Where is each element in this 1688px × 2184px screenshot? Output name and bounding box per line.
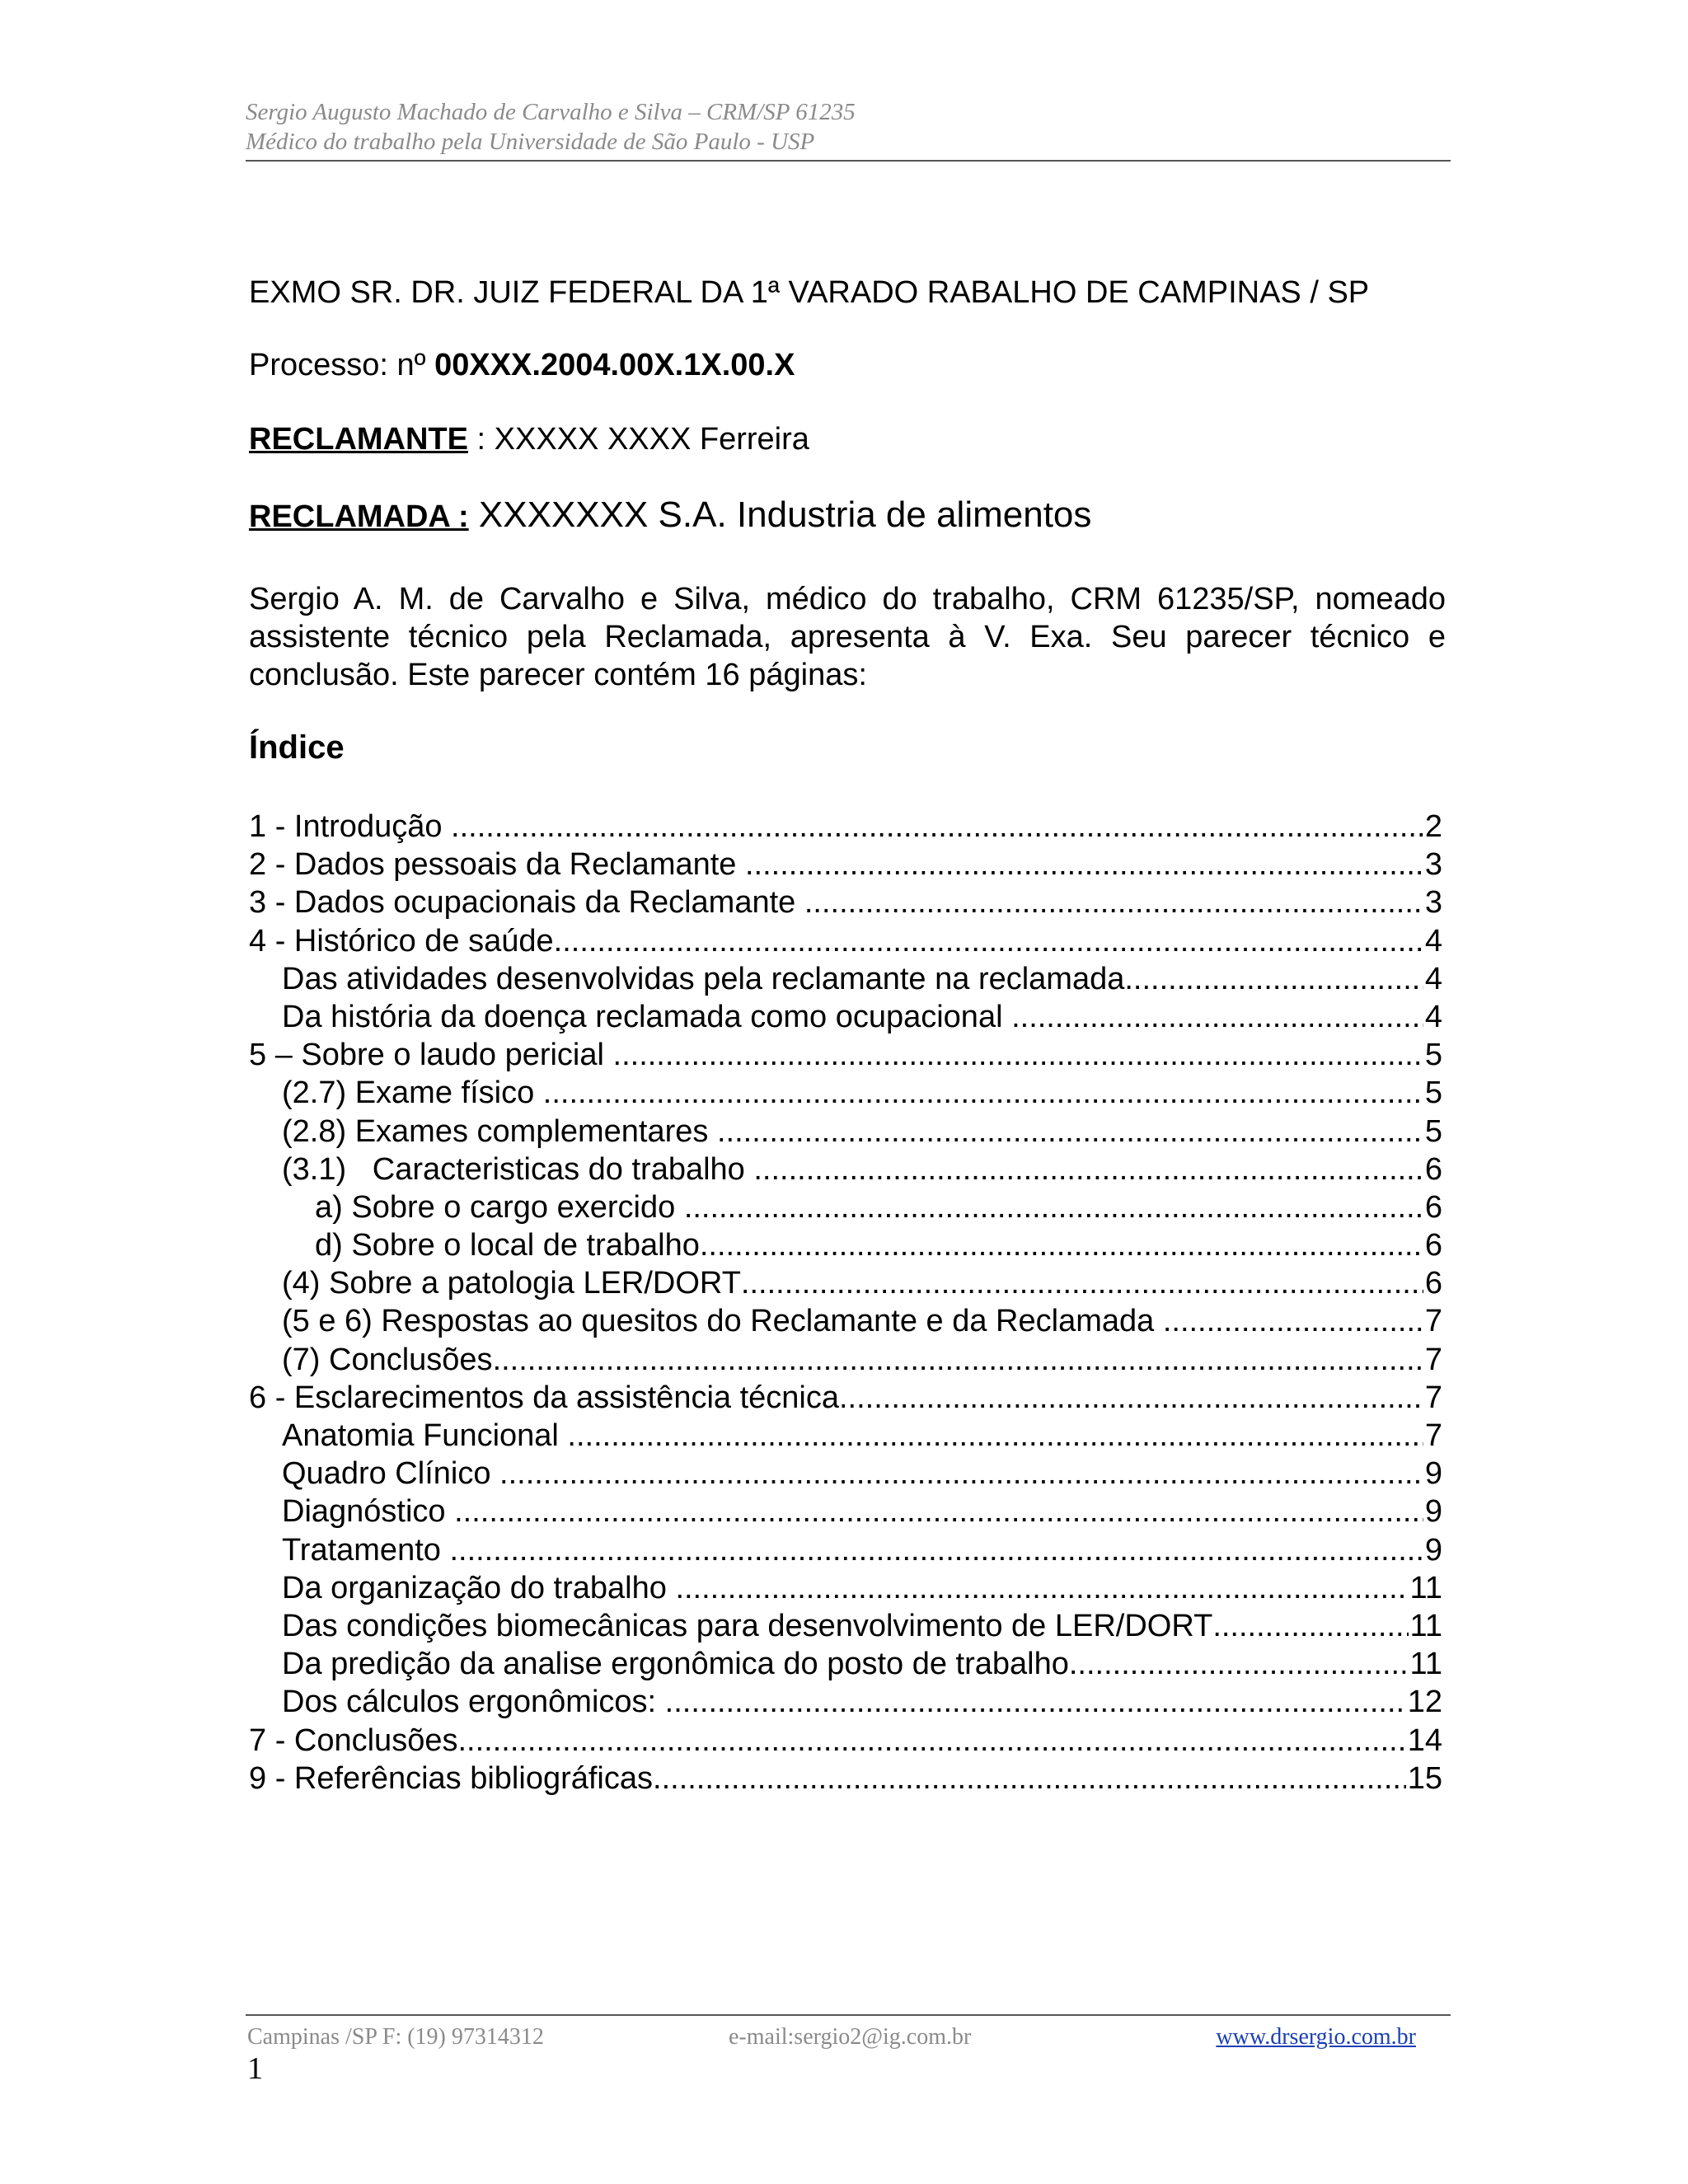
processo-line — [249, 346, 1446, 384]
toc-entry[interactable] — [249, 883, 1442, 921]
toc-entry-page: 7 — [1424, 1380, 1442, 1415]
toc-entry-page: 6 — [1424, 1266, 1442, 1301]
toc-entry[interactable] — [249, 1188, 1442, 1226]
toc-entry[interactable] — [249, 1341, 1442, 1379]
toc-entry[interactable] — [249, 1151, 1442, 1188]
toc-entry-title: (4) Sobre a patologia LER/DORT — [282, 1266, 741, 1301]
toc-dot-leader — [717, 1113, 1423, 1151]
toc-entry-title: 7 - Conclusões — [249, 1722, 458, 1758]
toc-dot-leader — [745, 846, 1423, 883]
toc-entry[interactable] — [249, 1722, 1442, 1760]
toc-entry[interactable] — [249, 998, 1442, 1036]
toc-dot-leader — [653, 1760, 1406, 1797]
toc-dot-leader — [684, 1188, 1423, 1226]
reclamada-label: RECLAMADA : — [249, 499, 469, 534]
toc-entry-page: 6 — [1424, 1228, 1442, 1263]
toc-dot-leader — [554, 922, 1423, 960]
toc-entry[interactable] — [249, 1417, 1442, 1455]
toc-entry-title: Diagnóstico — [282, 1494, 455, 1530]
toc-dot-leader — [1212, 1607, 1408, 1645]
reclamante-label: RECLAMANTE — [249, 422, 468, 457]
toc-entry-page: 5 — [1424, 1076, 1442, 1111]
addressee: EXMO SR. DR. JUIZ FEDERAL DA 1ª VARADO RABALHO DE CAMPINAS / SP — [249, 275, 1370, 310]
reclamante-separator: : — [467, 422, 495, 457]
footer-location-phone: Campinas /SP F: (19) 97314312 — [247, 2024, 544, 2050]
header-credential-line: Médico do trabalho pela Universidade de São Paulo - USP — [246, 129, 815, 155]
toc-entry[interactable] — [249, 922, 1442, 960]
toc-entry[interactable] — [249, 1607, 1442, 1645]
toc-dot-leader — [567, 1417, 1423, 1455]
header-author-line: Sergio Augusto Machado de Carvalho e Silva – CRM/SP 61235 — [246, 99, 856, 125]
toc-dot-leader — [449, 1531, 1423, 1569]
toc-dot-leader — [1011, 998, 1423, 1036]
toc-entry-title: a) Sobre o cargo exercido — [315, 1189, 684, 1225]
toc-entry[interactable] — [249, 1683, 1442, 1721]
toc-entry-page: 14 — [1407, 1722, 1442, 1758]
reclamada-line — [249, 496, 1446, 536]
toc-entry[interactable] — [249, 1113, 1442, 1151]
toc-entry-title: Quadro Clínico — [282, 1456, 500, 1492]
toc-entry[interactable] — [249, 1760, 1442, 1797]
toc-entry-page: 9 — [1424, 1532, 1442, 1568]
page-number: 1 — [247, 2051, 263, 2086]
toc-entry-page: 5 — [1424, 1113, 1442, 1149]
toc-entry-page: 4 — [1424, 923, 1442, 958]
toc-dot-leader — [741, 1264, 1423, 1302]
toc-entry-title: Das atividades desenvolvidas pela reclamante na reclamada — [282, 961, 1125, 996]
toc-entry-title: 1 - Introdução — [249, 809, 452, 844]
toc-entry[interactable] — [249, 1493, 1442, 1530]
toc-dot-leader — [543, 1074, 1423, 1112]
toc-entry-page: 6 — [1424, 1189, 1442, 1225]
toc-entry-title: 3 - Dados ocupacionais da Reclamante — [249, 885, 804, 921]
toc-entry[interactable] — [249, 1264, 1442, 1302]
processo-number: 00XXX.2004.00X.1X.00.X — [434, 348, 795, 382]
toc-entry-title: 5 – Sobre o laudo pericial — [249, 1038, 613, 1073]
toc-entry-title: Da predição da analise ergonômica do posto de trabalho — [282, 1647, 1069, 1682]
toc-dot-leader — [839, 1379, 1423, 1417]
toc-dot-leader — [675, 1569, 1408, 1607]
toc-dot-leader — [700, 1226, 1423, 1264]
toc-entry-title: (2.7) Exame físico — [282, 1076, 543, 1111]
toc-entry[interactable] — [249, 846, 1442, 883]
toc-dot-leader — [451, 808, 1423, 846]
toc-dot-leader — [804, 883, 1423, 921]
toc-dot-leader — [665, 1683, 1406, 1721]
toc-entry[interactable] — [249, 808, 1442, 846]
toc-entry-title: Da história da doença reclamada como ocupacional — [282, 999, 1012, 1034]
toc-entry-page: 2 — [1424, 809, 1442, 844]
toc-entry-page: 7 — [1424, 1418, 1442, 1453]
toc-entry[interactable] — [249, 960, 1442, 998]
toc-entry-title: Das condições biomecânicas para desenvolvimento de LER/DORT — [282, 1608, 1213, 1643]
toc-dot-leader — [499, 1455, 1423, 1493]
toc-entry-page: 12 — [1407, 1685, 1442, 1720]
toc-entry[interactable] — [249, 1036, 1442, 1074]
toc-entry[interactable] — [249, 1569, 1442, 1607]
toc-entry[interactable] — [249, 1455, 1442, 1493]
toc-entry-page: 15 — [1407, 1760, 1442, 1796]
toc-dot-leader — [1069, 1645, 1409, 1683]
toc-entry-title: (5 e 6) Respostas ao quesitos do Reclamante e da Reclamada — [282, 1304, 1163, 1339]
toc-entry-page: 11 — [1409, 1608, 1442, 1643]
toc-entry[interactable] — [249, 1074, 1442, 1112]
toc-entry-page: 11 — [1409, 1570, 1442, 1605]
footer-email: e-mail:sergio2@ig.com.br — [729, 2024, 972, 2050]
toc-dot-leader — [1124, 960, 1423, 998]
toc-entry-page: 9 — [1424, 1494, 1442, 1530]
toc-entry[interactable] — [249, 1531, 1442, 1569]
table-of-contents — [249, 808, 1442, 1797]
toc-dot-leader — [613, 1036, 1423, 1074]
toc-dot-leader — [1163, 1302, 1423, 1340]
intro-paragraph: Sergio A. M. de Carvalho e Silva, médico do trabalho, CRM 61235/SP, nomeado assistente técnico pela Reclamada, apresenta à V. Exa. Seu parecer técnico e conclusão. Este parecer contém 16 páginas: — [249, 582, 1446, 692]
toc-entry-title: 2 - Dados pessoais da Reclamante — [249, 847, 745, 883]
toc-dot-leader — [454, 1493, 1423, 1530]
toc-entry-title: 4 - Histórico de saúde — [249, 923, 554, 958]
toc-entry[interactable] — [249, 1379, 1442, 1417]
toc-entry-title: (7) Conclusões — [282, 1342, 493, 1377]
toc-entry[interactable] — [249, 1645, 1442, 1683]
processo-label: Processo: nº — [249, 348, 435, 382]
toc-entry-page: 4 — [1424, 961, 1442, 996]
footer-website-link[interactable]: www.drsergio.com.br — [1216, 2024, 1416, 2050]
toc-entry-page: 11 — [1409, 1647, 1442, 1682]
page-footer — [246, 2014, 1451, 2050]
page-header — [246, 97, 1451, 162]
toc-entry-page: 4 — [1424, 999, 1442, 1034]
toc-dot-leader — [457, 1722, 1405, 1760]
toc-entry-page: 3 — [1424, 847, 1442, 883]
toc-entry-title: 9 - Referências bibliográficas — [249, 1760, 654, 1796]
toc-entry[interactable] — [249, 1226, 1442, 1264]
reclamante-line — [249, 420, 1446, 458]
reclamada-value: XXXXXXX S.A. Industria de alimentos — [468, 494, 1092, 535]
toc-entry-title: 6 - Esclarecimentos da assistência técnica — [249, 1380, 839, 1415]
toc-entry-title: Anatomia Funcional — [282, 1418, 568, 1453]
toc-dot-leader — [753, 1151, 1423, 1188]
toc-entry-page: 7 — [1424, 1304, 1442, 1339]
toc-entry-page: 3 — [1424, 885, 1442, 921]
index-title: Índice — [249, 729, 345, 766]
toc-dot-leader — [493, 1341, 1423, 1379]
toc-entry-page: 6 — [1424, 1151, 1442, 1187]
toc-entry-title: (3.1) Caracteristicas do trabalho — [282, 1151, 754, 1187]
toc-entry-page: 5 — [1424, 1038, 1442, 1073]
toc-entry-title: Tratamento — [282, 1532, 450, 1568]
toc-entry-title: Da organização do trabalho — [282, 1570, 676, 1605]
reclamante-value: XXXXX XXXX Ferreira — [494, 422, 809, 457]
toc-entry-title: d) Sobre o local de trabalho — [315, 1228, 700, 1263]
toc-entry[interactable] — [249, 1302, 1442, 1340]
toc-entry-title: Dos cálculos ergonômicos: — [282, 1685, 665, 1720]
toc-entry-title: (2.8) Exames complementares — [282, 1113, 717, 1149]
toc-entry-page: 9 — [1424, 1456, 1442, 1492]
toc-entry-page: 7 — [1424, 1342, 1442, 1377]
